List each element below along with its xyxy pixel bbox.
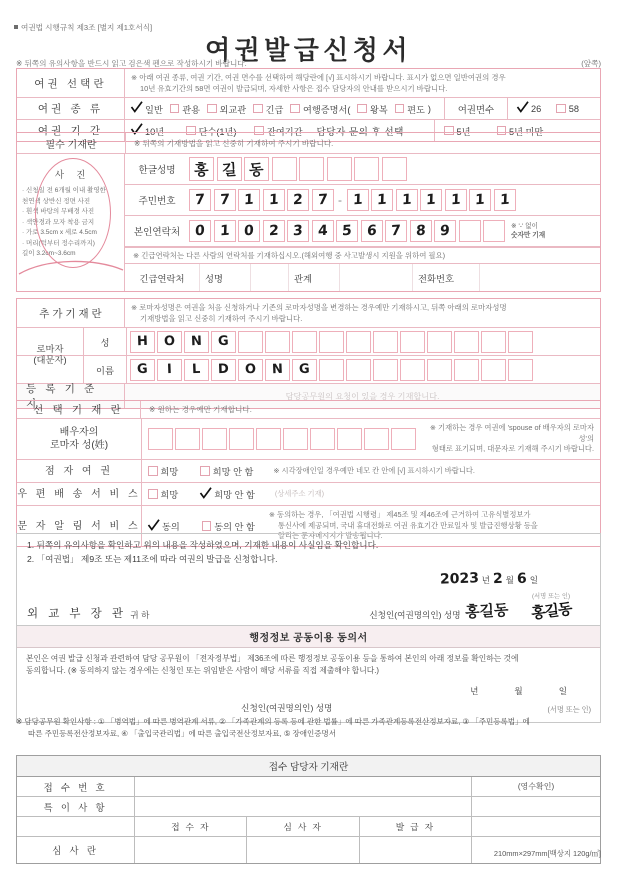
checkbox-icon [202, 521, 212, 531]
spouse-cell[interactable] [337, 428, 362, 450]
braille-passport-label: 점 자 여 권 [17, 460, 142, 482]
phone-cell[interactable]: 6 [361, 220, 383, 242]
korean-name-row [125, 154, 600, 185]
roman-cell[interactable] [265, 331, 290, 353]
applicant-name-handwritten[interactable]: 홍길동 [464, 600, 509, 621]
consent-date[interactable] [26, 685, 591, 699]
option-braille-no[interactable]: 희망 안 함 [200, 464, 253, 478]
date-year-label: 년 [481, 574, 490, 585]
name-cell[interactable] [327, 157, 352, 181]
date-month-value: 2 [492, 570, 503, 588]
roman-cell[interactable]: N [184, 331, 209, 353]
selection-notice-line1: ※ 아래 여권 종류, 여권 기간, 여권 면수를 선택하여 해당란에 [√] 표시하시기 바랍니다. 표시가 없으면 일반여권의 경우 [131, 73, 506, 82]
checkbox-icon [148, 489, 158, 499]
spouse-cell[interactable] [391, 428, 416, 450]
sms-service-label: 문 자 알 림 서 비 스 [17, 506, 142, 546]
mail-delivery-row [17, 483, 600, 506]
pages-options [507, 98, 611, 119]
special-notes-input[interactable] [135, 797, 472, 816]
roman-cell[interactable]: D [211, 359, 236, 381]
roman-cell[interactable] [373, 331, 398, 353]
photo-requirement-line: · 머리(턱부터 정수리까지) [22, 239, 95, 247]
date-day-value: 6 [516, 570, 527, 588]
review-value-issuer[interactable] [360, 837, 471, 863]
option-roundtrip[interactable]: 왕복 [357, 102, 387, 116]
roman-cell[interactable] [319, 359, 344, 381]
roman-cell[interactable]: G [211, 331, 236, 353]
roman-cell[interactable] [481, 331, 506, 353]
signature-box[interactable] [512, 590, 590, 621]
additional-notice-line1: ※ 로마자성명은 여권을 처음 신청하거나 기존의 로마자성명을 변경하는 경우예만 기재하시고, 뒤쪽 아래의 로마자성명 [131, 303, 507, 312]
rrn-cell[interactable]: 7 [312, 189, 334, 211]
roman-cell[interactable] [346, 359, 371, 381]
photo-box[interactable] [17, 154, 125, 291]
page-title: 여권발급신청서 [205, 36, 412, 65]
consent-title: 행정정보 공동이용 동의서 [17, 626, 600, 648]
spouse-note: ※ 기재하는 경우 여권에 'spouse of 배우자의 로마자 성'의 형태로 표기되며, 대문자로 기재해 주시기 바랍니다. [429, 422, 594, 454]
resident-number-row [125, 185, 600, 216]
side-label: (앞쪽) [581, 59, 601, 68]
emergency-name-input[interactable] [250, 264, 288, 291]
emergency-phone-input[interactable] [479, 264, 600, 291]
receipt-number-row [17, 777, 600, 797]
name-cell[interactable] [354, 157, 379, 181]
additional-notice-row [17, 299, 600, 328]
option-gwanyong[interactable]: 관용 [170, 102, 200, 116]
option-remaining-period[interactable]: 잔여기간 [254, 124, 302, 138]
optional-notice: ※ 원하는 경우예만 기재합니다. [149, 405, 252, 414]
emergency-name-label: 성명 [199, 264, 250, 291]
required-notice-row [17, 133, 600, 154]
checkmark-icon [148, 521, 160, 532]
option-gingeup[interactable]: 긴급 [253, 102, 283, 116]
passport-period-label: 여권 기 간 [17, 120, 125, 141]
name-cell[interactable] [272, 157, 297, 181]
resident-number-label: 주민번호 [138, 196, 176, 207]
rrn-cell[interactable]: 2 [287, 189, 309, 211]
name-cell[interactable]: 길 [217, 157, 242, 181]
rrn-cell[interactable]: 1 [396, 189, 418, 211]
sms-note: ※ 동의하는 경우, 「여권법 시행령」 제45조 및 제46조에 근거하여 고유식별정보가 통신사에 제공되며, 국내 휴대전화로 여권 유효기간 만료일자 및 발급진행상황 등을 알리는 문자메시지가 발송됩니다. [268, 509, 538, 541]
roman-given-input[interactable] [127, 356, 533, 383]
braille-note: ※ 시각장애인일 경우예만 네모 칸 안에 [√] 표시하시기 바랍니다. [273, 465, 475, 475]
applicant-label: 신청인(여권명의인) 성명 [369, 609, 461, 620]
selection-notice-row [17, 69, 600, 98]
roman-cell[interactable]: N [265, 359, 290, 381]
checkbox-icon [200, 466, 210, 476]
roman-cell[interactable]: O [157, 331, 182, 353]
special-notes-row [17, 797, 600, 817]
name-cell[interactable]: 동 [244, 157, 269, 181]
roman-cell[interactable]: G [292, 359, 317, 381]
date-day-label: 일 [529, 574, 538, 585]
option-single-1year[interactable]: 단수(1년) [186, 124, 236, 138]
option-oneway[interactable]: 편도 ) [395, 102, 431, 116]
surname-label: 성 [84, 328, 127, 355]
review-col-examiner: 심 사 자 [247, 817, 359, 836]
roman-cell[interactable]: L [184, 359, 209, 381]
review-values [135, 837, 471, 863]
photo-requirement-line: · 흰색 바탕의 무배경 사진 [22, 208, 95, 216]
option-mail-no[interactable]: 희망 안 함 [200, 487, 255, 501]
declaration-line-1: 1. 뒤쪽의 유의사항을 확인하고 위의 내용을 작성하였으며, 기재한 내용이 사실임을 확인합니다. [27, 540, 379, 550]
additional-notice [125, 299, 600, 327]
checkbox-icon [290, 104, 300, 114]
emergency-contact-label: 긴급연락처 [139, 273, 185, 284]
registry-input[interactable]: 담당공무원의 요청이 있을 경우 기재합니다. [285, 391, 440, 401]
phone-cell[interactable]: 8 [410, 220, 432, 242]
emergency-relation-label: 관계 [288, 264, 339, 291]
registry-label: 등 록 기 준 지 [17, 384, 125, 408]
consent-body-line2: 동의합니다. (※ 동의하지 않는 경우에는 신청인 또는 위임받은 사람이 해당 서류를 직접 제출해야 합니다.) [26, 666, 380, 676]
checkbox-icon [170, 104, 180, 114]
rrn-cell[interactable]: 1 [371, 189, 393, 211]
option-braille-yes[interactable]: 희망 [148, 464, 178, 478]
roman-cell[interactable] [400, 331, 425, 353]
receipt-title: 접수 담당자 기재란 [17, 756, 600, 777]
roman-cell[interactable] [481, 359, 506, 381]
roman-cell[interactable] [454, 331, 479, 353]
roman-cell[interactable] [427, 359, 452, 381]
rrn-cell[interactable]: 7 [214, 189, 236, 211]
officer-note-line1: ※ 담당공무원 확인사항 : ① 「병역법」에 따른 병역관계 서류, ② 「가족관계의 등록 등에 관한 법률」에 따른 가족관계등록전산정보자료, ③ 「주민등록법」에 [16, 717, 530, 726]
spouse-surname-input[interactable] [142, 419, 600, 459]
consent-month-label: 월 [514, 685, 523, 696]
phone-cell[interactable] [483, 220, 505, 242]
special-notes-label: 특 이 사 항 [17, 797, 135, 816]
signature-hint: (서명 또는 인) [531, 592, 571, 600]
date-year-value: 2023 [439, 570, 479, 588]
roman-cell[interactable] [346, 331, 371, 353]
bullet-square-icon [14, 25, 18, 29]
passport-type-row [17, 98, 600, 120]
phone-cell[interactable]: 3 [287, 220, 309, 242]
phone-cell[interactable]: 1 [214, 220, 236, 242]
officer-note-line2: 따른 주민등록전산정보자료, ④ 「출입국관리법」에 따른 출입국전산정보자료, ⑤ 장애인증명서 [28, 729, 337, 739]
photo-title: 사 진 [54, 170, 91, 181]
braille-options [142, 460, 600, 482]
roman-cell[interactable]: I [157, 359, 182, 381]
korean-name-label: 한글성명 [138, 165, 176, 176]
roman-name-label: 로마자 (대문자) [17, 328, 84, 382]
receipt-number-input[interactable] [135, 777, 472, 796]
rrn-cell[interactable]: 1 [238, 189, 260, 211]
officer-check-note [16, 716, 601, 740]
own-contact-row [125, 216, 600, 247]
form-rule-reference: 여권법 시행규칙 제3조 [별지 제1호서식] [14, 22, 152, 33]
consent-section [16, 625, 601, 723]
emergency-phone-label: 전화번호 [412, 264, 479, 291]
selection-section-label: 여권 선택란 [17, 69, 125, 97]
review-col-issuer: 발 급 자 [395, 822, 435, 832]
consent-signature-line [26, 702, 591, 716]
rrn-cell[interactable]: 1 [469, 189, 491, 211]
consent-applicant-label: 신청인(여권명의인) 성명 [241, 702, 333, 713]
consent-body [17, 648, 600, 722]
date-month-label: 월 [505, 574, 514, 585]
mail-delivery-options [142, 483, 600, 505]
phone-cell[interactable]: 0 [189, 220, 211, 242]
roman-cell[interactable]: H [130, 331, 155, 353]
given-name-label: 이름 [84, 356, 127, 383]
rrn-cell[interactable]: 1 [420, 189, 442, 211]
roman-surname-input[interactable] [127, 328, 533, 355]
option-58-pages[interactable]: 58 [556, 104, 579, 114]
emergency-contact-row [125, 264, 600, 291]
option-26-pages[interactable]: 26 [517, 103, 541, 114]
roman-cell[interactable] [238, 331, 263, 353]
consent-body-line1: 본인은 여권 발급 신청과 관련하여 담당 공무원이 「전자정부법」 제36조에 따른 행정정보 공동이용 등을 통하여 본인의 아래 정보를 확인하는 것에 [26, 654, 519, 663]
review-columns [135, 817, 471, 836]
phone-cell[interactable]: 9 [434, 220, 456, 242]
optional-notice-row [17, 401, 600, 419]
phone-cell[interactable] [459, 220, 481, 242]
photo-requirement-line: · 가로 3.5cm x 세로 4.5cm [22, 229, 97, 237]
own-contact-input[interactable] [189, 220, 505, 242]
roman-cell[interactable] [319, 331, 344, 353]
staff-consult-note: 담당자 문의 후 선택 [316, 126, 404, 138]
option-ilban[interactable]: 일반 [131, 102, 163, 116]
spouse-cell[interactable] [256, 428, 281, 450]
review-header-row [17, 817, 600, 837]
contact-format-hint: ※ '-' 없이 숫자만 기재 [511, 222, 546, 239]
emergency-contact-notice: ※ 긴급연락처는 다른 사람의 연락처를 기재하십시오.(해외여행 중 사고발생시 지원을 위하여 필요) [125, 247, 600, 264]
option-sms-agree[interactable]: 동의 [148, 519, 180, 533]
own-contact-label: 본인연락처 [133, 227, 181, 238]
photo-requirement-line: 천연색 상반신 정면 사진 [22, 197, 91, 205]
checkmark-icon [517, 103, 529, 114]
rrn-cell[interactable]: 7 [189, 189, 211, 211]
receipt-number-label: 접 수 번 호 [17, 777, 135, 796]
review-value-receiver[interactable] [135, 837, 247, 863]
spouse-cell[interactable] [364, 428, 389, 450]
roman-cell[interactable] [508, 331, 533, 353]
spouse-cell[interactable] [202, 428, 227, 450]
declaration-date[interactable] [27, 571, 590, 587]
optional-fields-section [16, 400, 601, 547]
roman-cell[interactable] [508, 359, 533, 381]
signature-mark: 홍길동 [529, 599, 573, 623]
rrn-separator: - [338, 193, 342, 207]
review-value-examiner[interactable] [247, 837, 359, 863]
additional-notice-line2: 기재방법을 읽고 신중히 기재하여 주시기 바랍니다. [140, 314, 303, 324]
minister-title: 외 교 부 장 관 [27, 607, 127, 620]
additional-section-label: 추 가 기 재 란 [17, 299, 125, 327]
paper-spec-footer: 210mm×297mm[백상지 120g/㎡] [493, 849, 601, 858]
checkmark-icon [200, 489, 212, 500]
phone-cell[interactable]: 0 [238, 220, 260, 242]
roman-cell[interactable] [454, 359, 479, 381]
roman-cell[interactable] [427, 331, 452, 353]
name-cell[interactable] [299, 157, 324, 181]
rrn-cell[interactable]: 1 [263, 189, 285, 211]
selection-notice-line2: 10년 유효기간의 58면 여권이 발급되며, 자세한 사항은 접수 담당자의 안내를 받으시기 바랍니다. [140, 84, 448, 94]
photo-requirement-line: · 색안경과 모자 착용 금지 [22, 218, 95, 226]
spouse-cell[interactable] [175, 428, 200, 450]
checkmark-icon [131, 103, 143, 114]
option-oegyogwan[interactable]: 외교관 [207, 102, 246, 116]
checkbox-icon [253, 104, 263, 114]
required-section-label: 필수 기재란 [17, 133, 126, 153]
name-cell[interactable] [382, 157, 407, 181]
applicant-signature-block [369, 590, 590, 621]
phone-cell[interactable]: 7 [385, 220, 407, 242]
gwiha-label: 귀 하 [130, 609, 150, 620]
review-label: 심 사 란 [17, 837, 135, 863]
korean-name-input[interactable] [189, 157, 407, 181]
emergency-relation-input[interactable] [339, 264, 412, 291]
rrn-cell[interactable]: 1 [494, 189, 516, 211]
option-mail-yes[interactable]: 희망 [148, 487, 178, 501]
photo-requirement-line: · 신청일 전 6개월 이내 촬영한 [22, 187, 106, 194]
optional-section-label: 선 택 기 재 란 [17, 401, 141, 418]
roman-given-row [17, 356, 600, 384]
phone-cell[interactable]: 5 [336, 220, 358, 242]
checkbox-icon [395, 104, 405, 114]
consent-day-label: 일 [558, 685, 567, 696]
consent-year-label: 년 [470, 685, 479, 696]
resident-number-input[interactable] [189, 189, 516, 211]
spouse-cell[interactable] [310, 428, 335, 450]
selection-notice [125, 69, 600, 97]
roman-cell[interactable]: G [130, 359, 155, 381]
roman-cell[interactable] [373, 359, 398, 381]
option-under-5-years[interactable]: 5년 미만 [497, 124, 544, 138]
mail-delivery-note: (상세주소 기재) [274, 488, 325, 498]
roman-cell[interactable]: O [238, 359, 263, 381]
additional-fields-section [16, 298, 601, 409]
mail-delivery-label: 우 편 배 송 서 비 스 [17, 483, 142, 505]
roman-cell[interactable] [400, 359, 425, 381]
passport-type-options [125, 98, 444, 119]
checkbox-icon [207, 104, 217, 114]
checkbox-icon [556, 104, 566, 114]
option-10-years[interactable]: 10년 [131, 124, 164, 138]
spouse-surname-label: 배우자의 로마자 성(姓) [17, 419, 142, 459]
name-cell[interactable]: 홍 [189, 157, 214, 181]
checkbox-icon [357, 104, 367, 114]
required-fields-section [16, 132, 601, 292]
spouse-surname-row [17, 419, 600, 460]
roman-surname-row [17, 328, 600, 366]
option-travel-certificate[interactable]: 여행증명서( [290, 102, 350, 116]
stamp-area: (영수확인) [517, 782, 555, 791]
rrn-cell[interactable]: 1 [445, 189, 467, 211]
photo-requirement-line: 길이 3.2cm~3.6cm [22, 250, 76, 258]
spouse-cell[interactable] [283, 428, 308, 450]
rrn-cell[interactable]: 1 [347, 189, 369, 211]
consent-signature-hint[interactable]: (서명 또는 인) [547, 704, 591, 714]
option-5-years[interactable]: 5년 [444, 124, 471, 138]
review-col-receiver: 접 수 자 [135, 817, 247, 836]
roman-cell[interactable] [292, 331, 317, 353]
declaration-section [16, 533, 601, 628]
required-notice: ※ 뒤쪽의 기재방법을 읽고 신중히 기재하여 주시기 바랍니다. [134, 138, 334, 148]
spouse-cell[interactable] [148, 428, 173, 450]
pages-label: 여권면수 [444, 98, 507, 119]
braille-passport-row [17, 460, 600, 483]
declaration-line-2: 2. 「여권법」 제9조 또는 제11조에 따라 여권의 발급을 신청합니다. [27, 553, 278, 564]
phone-cell[interactable]: 2 [263, 220, 285, 242]
checkbox-icon [148, 466, 158, 476]
form-instruction: ※ 뒤쪽의 유의사항을 반드시 읽고 검은색 펜으로 작성하시기 바랍니다. [16, 59, 247, 68]
phone-cell[interactable]: 4 [312, 220, 334, 242]
declaration-signature-line [27, 590, 590, 621]
spouse-cell[interactable] [229, 428, 254, 450]
passport-type-label: 여권 종 류 [17, 98, 125, 119]
option-sms-disagree[interactable]: 동의 안 함 [202, 519, 255, 533]
